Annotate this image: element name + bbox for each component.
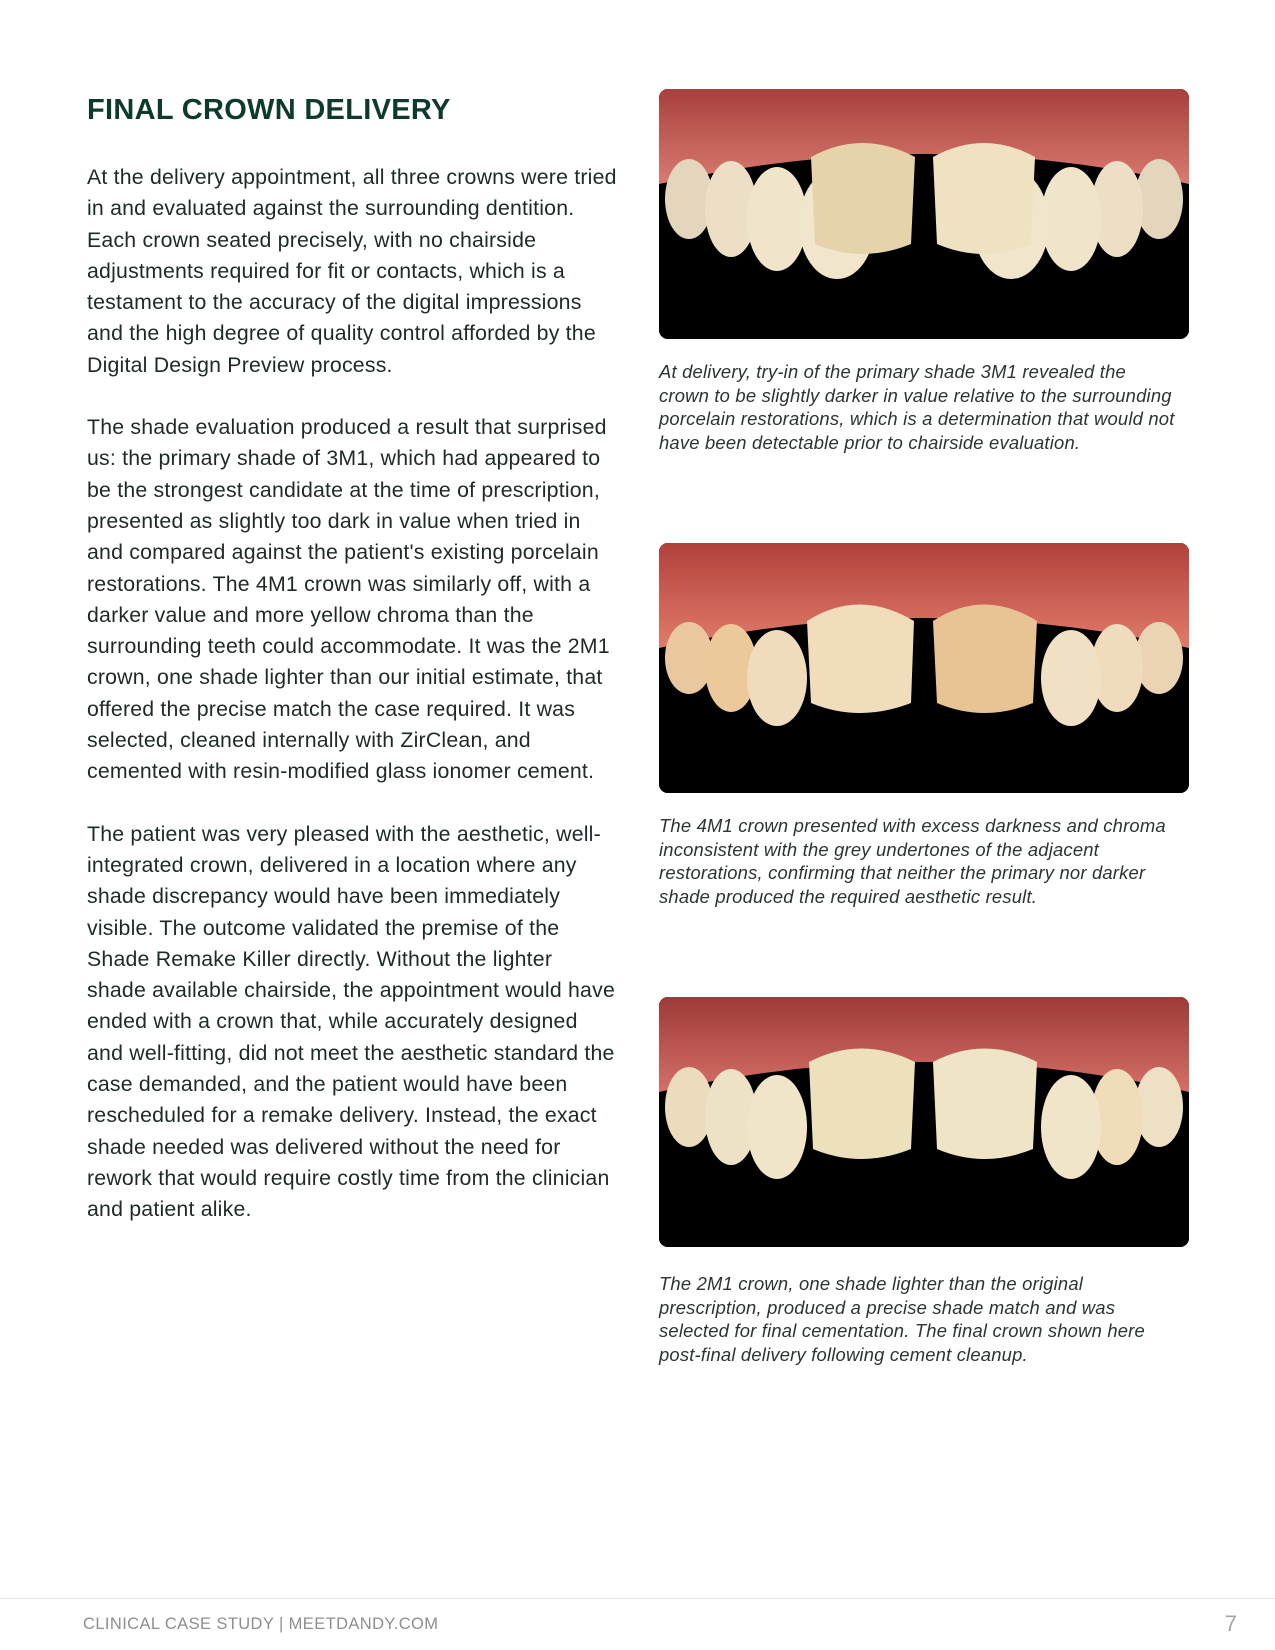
- caption-3: The 2M1 crown, one shade lighter than the original prescription, produced a precise shade match and was selected for final cementation. The final crown shown here post-final delivery following cement cleanup.: [659, 1273, 1145, 1365]
- teeth-image: [659, 997, 1189, 1247]
- crown-3m1: [811, 143, 915, 254]
- photo-4m1-try-in: [659, 543, 1189, 793]
- caption-2: The 4M1 crown presented with excess darkness and chroma inconsistent with the grey undertones of the adjacent restorations, confirming that neither the primary nor darker shade produced the required aesthetic result.: [659, 815, 1166, 907]
- crown-2m1: [809, 1049, 915, 1160]
- teeth-image: [659, 543, 1189, 793]
- photo-3m1-try-in: [659, 89, 1189, 339]
- footer-divider: [0, 1598, 1275, 1599]
- body-text: [87, 162, 617, 1257]
- page-number: 7: [1224, 1611, 1237, 1636]
- paragraph-2: The shade evaluation produced a result that surprised us: the primary shade of 3M1, which had appeared to be the strongest candidate at the time of prescription, presented as slightly too dark in value when tried in and compared against the patient's existing porcelain restorations. The 4M1 crown was similarly off, with a darker value and more yellow chroma than the surrounding teeth could accommodate. It was the 2M1 crown, one shade lighter than our initial estimate, that offered the precise match the case required. It was selected, cleaned internally with ZirClean, and cemented with resin-modified glass ionomer cement.: [87, 415, 610, 784]
- paragraph-3: The patient was very pleased with the aesthetic, well-integrated crown, delivered in a location where any shade discrepancy would have been immediately visible. The outcome validated the premise of the Shade Remake Killer directly. Without the lighter shade available chairside, the appointment would have ended with a crown that, while accurately designed and well-fitting, did not meet the aesthetic standard the case demanded, and the patient would have been rescheduled for a remake delivery. Instead, the exact shade needed was delivered without the need for rework that would require costly time from the clinician and patient alike.: [87, 821, 615, 1222]
- paragraph-1: At the delivery appointment, all three crowns were tried in and evaluated against the surrounding dentition. Each crown seated precisely, with no chairside adjustments required for fit or contacts, which is a testament to the accuracy of the digital impressions and the high degree of quality control afforded by the Digital Design Preview process.: [87, 165, 617, 377]
- page-title: FINAL CROWN DELIVERY: [87, 94, 451, 126]
- crown-4m1: [933, 605, 1037, 714]
- caption-1: At delivery, try-in of the primary shade 3M1 revealed the crown to be slightly darker in value relative to the surrounding porcelain restorations, which is a determination that would not have been detectable prior to chairside evaluation.: [659, 361, 1175, 453]
- teeth-image: [659, 89, 1189, 339]
- footer-label: CLINICAL CASE STUDY | MEETDANDY.COM: [83, 1615, 439, 1633]
- photo-2m1-final: [659, 997, 1189, 1247]
